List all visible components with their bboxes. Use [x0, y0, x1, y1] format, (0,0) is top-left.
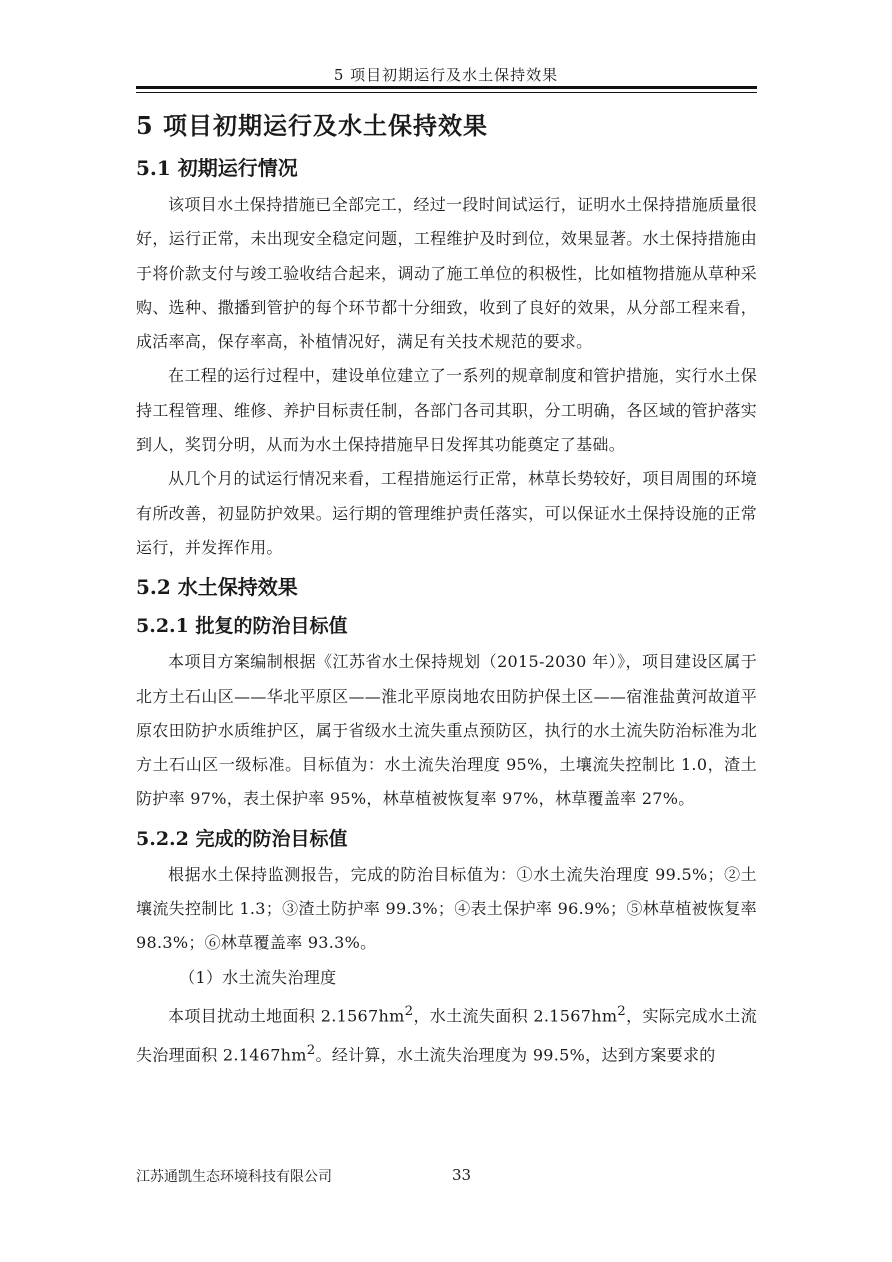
paragraph: [136, 995, 757, 1072]
section-heading-5-1: 5.1 初期运行情况: [136, 156, 298, 180]
text-run: 。经计算，水土流失治理度为 99.5%，达到方案要求的: [315, 1044, 716, 1064]
text-run: ，水土流失面积 2.1567hm: [413, 1006, 618, 1026]
superscript: 2: [617, 1003, 627, 1019]
text-run: 本项目扰动土地面积 2.1567hm: [168, 1006, 405, 1026]
paragraph: 从几个月的试运行情况来看，工程措施运行正常，林草长势较好，项目周围的环境有所改善，初显防护效果。运行期的管理维护责任落实，可以保证水土保持设施的正常运行，并发挥作用。: [136, 469, 757, 557]
item-heading: （1）水土流失治理度: [179, 967, 337, 987]
paragraph: 本项目方案编制根据《江苏省水土保持规划（2015-2030 年）》，项目建设区属于北方土石山区——华北平原区——淮北平原岗地农田防护保土区——宿淮盐黄河故道平原农田防护水质维护区，属于省级水土流失重点预防区，执行的水土流失防治标准为北方土石山区一级标准。目标值为：水土流失治理度 95%，土壤流失控制比 1.0，渣土防护率 97%，表土保护率 95%，林草植被恢复率 97%，林草覆盖率 27%。: [136, 652, 757, 809]
paragraph: 该项目水土保持措施已全部完工，经过一段时间试运行，证明水土保持措施质量很好，运行正常，未出现安全稳定问题，工程维护及时到位，效果显著。水土保持措施由于将价款支付与竣工验收结合起来，调动了施工单位的积极性，比如植物措施从草种采购、选种、撒播到管护的每个环节都十分细致，收到了良好的效果，从分部工程来看，成活率高，保存率高，补植情况好，满足有关技术规范的要求。: [136, 195, 757, 352]
section-heading-5-2: 5.2 水土保持效果: [136, 575, 298, 600]
paragraph: 在工程的运行过程中，建设单位建立了一系列的规章制度和管护措施，实行水土保持工程管理、维修、养护目标责任制，各部门各司其职，分工明确，各区域的管护落实到人，奖罚分明，从而为水土保持措施早日发挥其功能奠定了基础。: [136, 366, 757, 455]
text-run: ，实际完成水土流失治理面积 2.1467hm: [136, 1006, 757, 1064]
header-rule-thin: [136, 92, 757, 93]
paragraph: 根据水土保持监测报告，完成的防治目标值为：①水土流失治理度 99.5%；②土壤流失控制比 1.3；③渣土防护率 99.3%；④表土保护率 96.9%；⑤林草植被恢复率 98.3%；⑥林草覆盖率 93.3%。: [136, 864, 757, 953]
page-body: [136, 106, 757, 1072]
running-header: 5 项目初期运行及水土保持效果: [333, 66, 559, 84]
subsection-heading-5-2-1: 5.2.1 批复的防治目标值: [136, 615, 348, 638]
header-rule-thick: [136, 86, 757, 89]
chapter-title: 5 项目初期运行及水土保持效果: [136, 111, 489, 140]
subsection-heading-5-2-2: 5.2.2 完成的防治目标值: [136, 827, 348, 850]
page-number: 33: [452, 1166, 472, 1184]
footer-company: 江苏通凯生态环境科技有限公司: [136, 1169, 332, 1185]
superscript: 2: [404, 1003, 414, 1019]
superscript: 2: [306, 1042, 316, 1058]
